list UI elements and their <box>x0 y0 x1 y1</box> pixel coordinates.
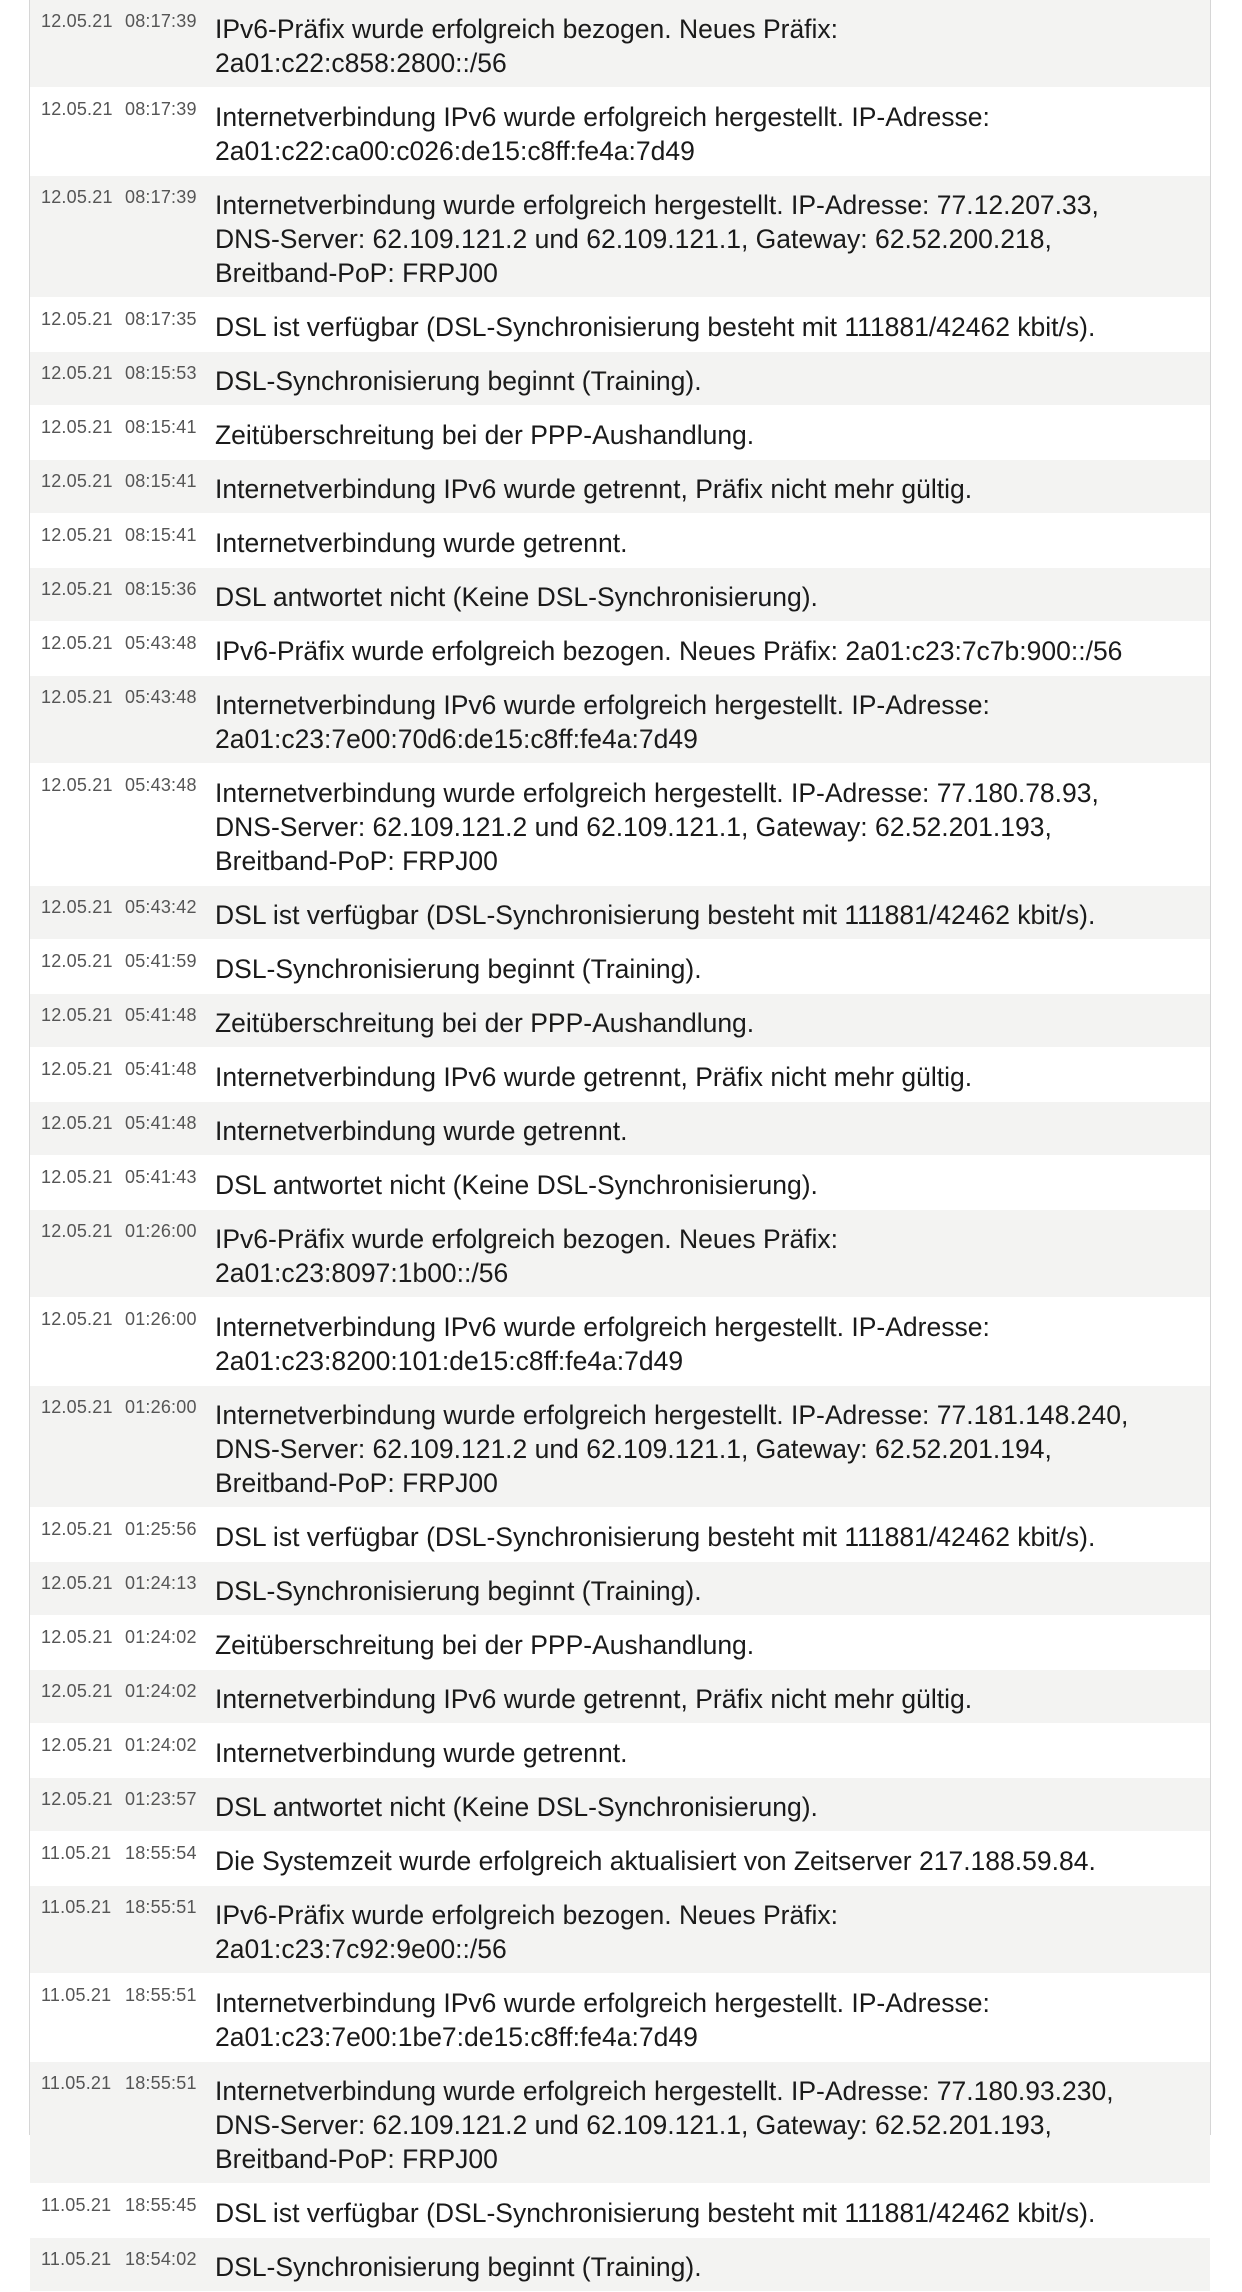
log-time: 05:43:48 <box>125 775 197 795</box>
log-row <box>30 1386 1210 1508</box>
log-message: Internetverbindung IPv6 wurde erfolgreich hergestellt. IP-Adresse: 2a01:c23:8200:101:de15:c8ff:fe4a:7d49 <box>215 1312 990 1376</box>
log-time: 18:54:02 <box>125 2249 197 2269</box>
log-date: 12.05.21 <box>41 775 113 795</box>
log-message: Zeitüberschreitung bei der PPP-Aushandlung. <box>215 1630 755 1660</box>
log-date: 12.05.21 <box>41 1519 113 1539</box>
log-time: 05:43:42 <box>125 897 197 917</box>
log-date: 12.05.21 <box>41 1789 113 1809</box>
log-date: 12.05.21 <box>41 11 113 31</box>
log-message: DSL ist verfügbar (DSL-Synchronisierung besteht mit 111881/42462 kbit/s). <box>215 1522 1096 1552</box>
log-row <box>30 1616 1210 1670</box>
log-date: 12.05.21 <box>41 99 113 119</box>
log-date: 12.05.21 <box>41 525 113 545</box>
event-log-list <box>29 0 1211 2282</box>
log-message: Zeitüberschreitung bei der PPP-Aushandlung. <box>215 1008 755 1038</box>
log-date: 12.05.21 <box>41 1735 113 1755</box>
log-message: Internetverbindung IPv6 wurde getrennt, Präfix nicht mehr gültig. <box>215 474 973 504</box>
log-date: 11.05.21 <box>41 1985 112 2005</box>
log-date: 11.05.21 <box>41 1843 112 1863</box>
log-time: 08:15:53 <box>125 363 197 383</box>
log-date: 12.05.21 <box>41 1005 113 1025</box>
log-message: DSL-Synchronisierung beginnt (Training). <box>215 954 702 984</box>
log-time: 18:55:51 <box>125 1985 197 2005</box>
log-date: 12.05.21 <box>41 417 113 437</box>
log-time: 05:41:43 <box>125 1167 197 1187</box>
log-message: Internetverbindung IPv6 wurde getrennt, Präfix nicht mehr gültig. <box>215 1684 973 1714</box>
log-time: 01:25:56 <box>125 1519 197 1539</box>
log-row <box>30 1048 1210 1102</box>
log-row <box>30 1156 1210 1210</box>
log-row <box>30 940 1210 994</box>
log-message: DSL ist verfügbar (DSL-Synchronisierung besteht mit 111881/42462 kbit/s). <box>215 2198 1096 2228</box>
log-time: 08:17:39 <box>125 99 197 119</box>
log-row <box>30 406 1210 460</box>
log-date: 12.05.21 <box>41 1627 113 1647</box>
log-time: 08:17:39 <box>125 187 197 207</box>
log-row <box>30 1724 1210 1778</box>
log-date: 12.05.21 <box>41 363 113 383</box>
log-message: IPv6-Präfix wurde erfolgreich bezogen. Neues Präfix: 2a01:c23:7c7b:900::/56 <box>215 636 1123 666</box>
log-row <box>30 1562 1210 1616</box>
log-message: Internetverbindung wurde getrennt. <box>215 1116 628 1146</box>
log-time: 01:26:00 <box>125 1309 197 1329</box>
log-message: DSL antwortet nicht (Keine DSL-Synchronisierung). <box>215 1170 818 1200</box>
log-date: 12.05.21 <box>41 187 113 207</box>
log-date: 12.05.21 <box>41 1059 113 1079</box>
log-message: Die Systemzeit wurde erfolgreich aktualisiert von Zeitserver 217.188.59.84. <box>215 1846 1096 1876</box>
log-date: 12.05.21 <box>41 951 113 971</box>
log-date: 11.05.21 <box>41 1897 112 1917</box>
log-time: 08:15:41 <box>125 471 197 491</box>
log-row <box>30 176 1210 298</box>
log-row <box>30 1778 1210 1832</box>
log-row <box>30 1298 1210 1386</box>
log-date: 12.05.21 <box>41 1113 113 1133</box>
log-time: 05:43:48 <box>125 687 197 707</box>
log-date: 12.05.21 <box>41 1309 113 1329</box>
log-row <box>30 352 1210 406</box>
log-time: 05:41:48 <box>125 1113 197 1133</box>
log-message: Internetverbindung wurde getrennt. <box>215 528 628 558</box>
log-message: DSL-Synchronisierung beginnt (Training). <box>215 366 702 396</box>
log-message: Internetverbindung IPv6 wurde erfolgreich hergestellt. IP-Adresse: 2a01:c23:7e00:1be7:de15:c8ff:fe4a:7d49 <box>215 1988 990 2052</box>
log-message: Internetverbindung IPv6 wurde erfolgreich hergestellt. IP-Adresse: 2a01:c22:ca00:c026:de15:c8ff:fe4a:7d49 <box>215 102 990 166</box>
log-date: 12.05.21 <box>41 579 113 599</box>
log-date: 12.05.21 <box>41 1573 113 1593</box>
log-message: IPv6-Präfix wurde erfolgreich bezogen. Neues Präfix: 2a01:c23:7c92:9e00::/56 <box>215 1900 839 1964</box>
log-row <box>30 568 1210 622</box>
log-date: 12.05.21 <box>41 309 113 329</box>
log-row <box>30 886 1210 940</box>
log-date: 12.05.21 <box>41 1397 113 1417</box>
log-message: Internetverbindung wurde erfolgreich hergestellt. IP-Adresse: 77.181.148.240, DNS-Server: 62.109.121.2 und 62.109.121.1, Gateway: 62.52.201.194, Breitband-PoP: FRPJ00 <box>215 1400 1129 1498</box>
log-message: Internetverbindung wurde getrennt. <box>215 1738 628 1768</box>
log-message: DSL-Synchronisierung beginnt (Training). <box>215 1576 702 1606</box>
log-time: 05:41:59 <box>125 951 197 971</box>
log-date: 12.05.21 <box>41 687 113 707</box>
log-date: 11.05.21 <box>41 2195 112 2215</box>
log-time: 08:17:39 <box>125 11 197 31</box>
log-row <box>30 1508 1210 1562</box>
log-time: 05:43:48 <box>125 633 197 653</box>
log-date: 12.05.21 <box>41 1167 113 1187</box>
log-time: 08:15:36 <box>125 579 197 599</box>
log-row <box>30 0 1210 88</box>
log-message: Internetverbindung wurde erfolgreich hergestellt. IP-Adresse: 77.180.93.230, DNS-Server: 62.109.121.2 und 62.109.121.1, Gateway: 62.52.201.193, Breitband-PoP: FRPJ00 <box>215 2076 1114 2174</box>
log-time: 01:24:13 <box>125 1573 197 1593</box>
log-message: Internetverbindung wurde erfolgreich hergestellt. IP-Adresse: 77.180.78.93, DNS-Server: 62.109.121.2 und 62.109.121.1, Gateway: 62.52.201.193, Breitband-PoP: FRPJ00 <box>215 778 1099 876</box>
log-time: 18:55:45 <box>125 2195 197 2215</box>
log-time: 01:24:02 <box>125 1627 197 1647</box>
log-time: 01:24:02 <box>125 1681 197 1701</box>
log-row <box>30 298 1210 352</box>
log-date: 12.05.21 <box>41 897 113 917</box>
log-row <box>30 2184 1210 2238</box>
log-message: DSL antwortet nicht (Keine DSL-Synchronisierung). <box>215 1792 818 1822</box>
log-time: 08:17:35 <box>125 309 197 329</box>
log-message: IPv6-Präfix wurde erfolgreich bezogen. Neues Präfix: 2a01:c22:c858:2800::/56 <box>215 14 839 78</box>
log-row <box>30 2062 1210 2184</box>
log-message: DSL ist verfügbar (DSL-Synchronisierung besteht mit 111881/42462 kbit/s). <box>215 312 1096 342</box>
log-row <box>30 1886 1210 1974</box>
log-row <box>30 1974 1210 2062</box>
log-time: 05:41:48 <box>125 1059 197 1079</box>
log-message: DSL antwortet nicht (Keine DSL-Synchronisierung). <box>215 582 818 612</box>
log-time: 18:55:51 <box>125 2073 197 2093</box>
log-time: 01:26:00 <box>125 1221 197 1241</box>
log-row <box>30 460 1210 514</box>
log-message: DSL-Synchronisierung beginnt (Training). <box>215 2252 702 2282</box>
log-row <box>30 1832 1210 1886</box>
log-message: Internetverbindung IPv6 wurde erfolgreich hergestellt. IP-Adresse: 2a01:c23:7e00:70d6:de15:c8ff:fe4a:7d49 <box>215 690 990 754</box>
log-date: 12.05.21 <box>41 1681 113 1701</box>
log-time: 01:23:57 <box>125 1789 197 1809</box>
log-row <box>30 622 1210 676</box>
log-row <box>30 994 1210 1048</box>
log-row <box>30 1102 1210 1156</box>
log-time: 08:15:41 <box>125 525 197 545</box>
log-row <box>30 1210 1210 1298</box>
log-time: 08:15:41 <box>125 417 197 437</box>
log-message: IPv6-Präfix wurde erfolgreich bezogen. Neues Präfix: 2a01:c23:8097:1b00::/56 <box>215 1224 839 1288</box>
log-row <box>30 2238 1210 2292</box>
log-time: 01:26:00 <box>125 1397 197 1417</box>
log-row <box>30 1670 1210 1724</box>
log-message: Zeitüberschreitung bei der PPP-Aushandlung. <box>215 420 755 450</box>
log-row <box>30 514 1210 568</box>
log-date: 11.05.21 <box>41 2073 112 2093</box>
log-row <box>30 676 1210 764</box>
log-row <box>30 88 1210 176</box>
log-time: 18:55:54 <box>125 1843 197 1863</box>
log-date: 12.05.21 <box>41 1221 113 1241</box>
log-message: DSL ist verfügbar (DSL-Synchronisierung besteht mit 111881/42462 kbit/s). <box>215 900 1096 930</box>
log-row <box>30 764 1210 886</box>
log-date: 12.05.21 <box>41 471 113 491</box>
log-date: 12.05.21 <box>41 633 113 653</box>
log-time: 01:24:02 <box>125 1735 197 1755</box>
log-date: 11.05.21 <box>41 2249 112 2269</box>
log-time: 18:55:51 <box>125 1897 197 1917</box>
log-message: Internetverbindung wurde erfolgreich hergestellt. IP-Adresse: 77.12.207.33, DNS-Server: 62.109.121.2 und 62.109.121.1, Gateway: 62.52.200.218, Breitband-PoP: FRPJ00 <box>215 190 1099 288</box>
log-message: Internetverbindung IPv6 wurde getrennt, Präfix nicht mehr gültig. <box>215 1062 973 1092</box>
log-time: 05:41:48 <box>125 1005 197 1025</box>
